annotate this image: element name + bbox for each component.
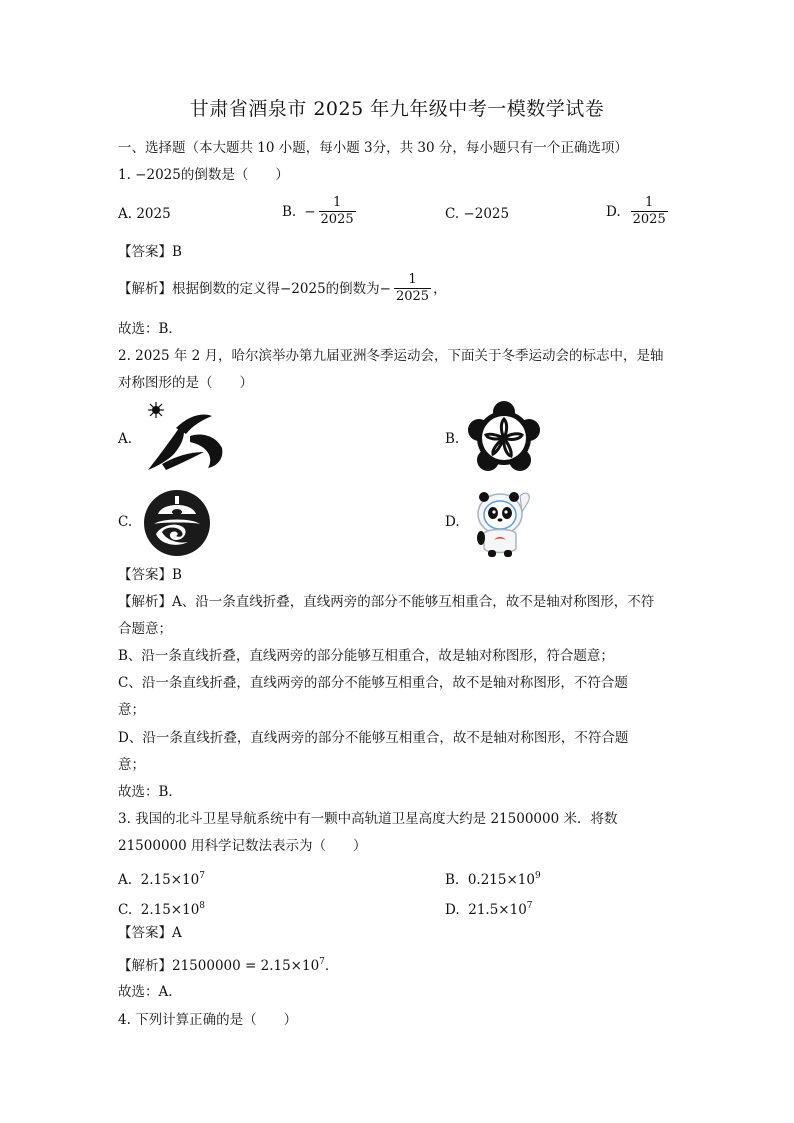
q3-analysis-expression: 21500000 = 2.15×10	[172, 958, 320, 974]
q3-analysis-prefix: 【解析】	[118, 958, 172, 974]
q1-conclusion: 故选：B．	[118, 321, 182, 337]
fraction-denominator: 2025	[395, 289, 430, 304]
q3-analysis-end: ．	[324, 958, 339, 974]
panda-mascot-image	[470, 486, 534, 558]
q2-option-a-label: A.	[118, 431, 133, 447]
q1-option-b-fraction	[319, 195, 356, 228]
fraction-numerator: 1	[645, 195, 654, 210]
q3-option-c-exponent: 8	[199, 901, 206, 911]
q3-option-d-label: D.	[445, 902, 460, 918]
q3-option-b-exponent: 9	[534, 871, 541, 881]
q3-option-b-base: 0.215×10	[467, 872, 535, 888]
q3-option-a-base: 2.15×10	[140, 872, 200, 888]
q2-analysis-line4: C、沿一条直线折叠，直线两旁的部分不能够互相重合，故不是轴对称图形，不符合题	[118, 675, 628, 691]
q3-stem-line1: 3. 我国的北斗卫星导航系统中有一颗中高轨道卫星高度大约是 21500000 米．将数	[118, 811, 618, 827]
q2-analysis-line3: B、沿一条直线折叠，直线两旁的部分能够互相重合，故是轴对称图形，符合题意；	[118, 648, 614, 664]
q1-option-b-sign: −	[304, 203, 316, 220]
q3-option-a-exponent: 7	[199, 871, 205, 881]
q2-analysis-line6: D、沿一条直线折叠，直线两旁的部分不能够互相重合，故不是轴对称图形，不符合题	[118, 730, 629, 746]
fraction-denominator: 2025	[632, 212, 666, 227]
q3-option-c-label: C.	[118, 902, 133, 918]
q2-stem-line1: 2. 2025 年 2 月，哈尔滨举办第九届亚洲冬季运动会，下面关于冬季运动会的标志中，是轴	[118, 348, 664, 364]
q2-analysis-line1: 【解析】A、沿一条直线折叠，直线两旁的部分不能够互相重合，故不是轴对称图形，不符	[118, 594, 655, 610]
q1-analysis	[118, 272, 447, 305]
q1-option-d	[606, 195, 670, 228]
q2-stem-line2: 对称图形的是（ ）	[118, 375, 253, 391]
q3-option-c-base: 2.15×10	[140, 902, 200, 918]
q3-option-d-exponent: 7	[526, 901, 533, 911]
q1-option-a: A. 2025	[118, 206, 171, 222]
q3-option-c	[118, 897, 205, 919]
q4-stem: 4. 下列计算正确的是（ ）	[118, 1012, 298, 1028]
q1-answer: 【答案】B	[118, 244, 182, 260]
q1-analysis-fraction	[394, 272, 431, 305]
fraction-denominator: 2025	[320, 212, 354, 227]
q3-analysis-exponent: 7	[319, 957, 325, 967]
q2-analysis-line2: 合题意；	[118, 621, 172, 637]
q1-analysis-mid: −2025的倒数为	[280, 280, 380, 297]
q1-option-b-label: B.	[282, 203, 297, 220]
winter-games-logo-a-image	[142, 402, 226, 474]
q1-option-d-label: D.	[606, 203, 621, 220]
fraction-numerator: 1	[408, 272, 417, 287]
winter-games-logo-b-image	[465, 400, 543, 476]
page-title: 甘肃省酒泉市 2025 年九年级中考一模数学试卷	[189, 98, 605, 120]
q1-analysis-sign: −	[379, 280, 391, 297]
q2-analysis-line7: 意；	[118, 757, 145, 773]
q3-option-a	[118, 867, 205, 889]
q3-answer: 【答案】A	[118, 925, 182, 941]
q3-option-b-label: B.	[445, 872, 460, 888]
q3-stem-line2: 21500000 用科学记数法表示为（ ）	[118, 838, 367, 854]
q2-option-b-label: B.	[445, 431, 460, 447]
q3-conclusion: 故选：A．	[118, 984, 182, 1000]
q1-stem: 1. −2025的倒数是（ ）	[118, 167, 289, 183]
q1-option-d-fraction	[631, 195, 668, 228]
q2-option-c-label: C.	[118, 514, 133, 530]
section-heading: 一、选择题（本大题共 10 小题，每小题 3分，共 30 分，每小题只有一个正确选项）	[118, 140, 628, 156]
q2-answer: 【答案】B	[118, 567, 182, 583]
q1-option-b	[282, 195, 358, 228]
fraction-numerator: 1	[332, 195, 342, 210]
q3-option-b	[445, 867, 541, 889]
q1-analysis-prefix: 【解析】根据倒数的定义得	[118, 280, 280, 297]
q1-option-c: C. −2025	[445, 206, 510, 222]
winter-games-logo-c-image	[142, 488, 212, 558]
q2-option-d-label: D.	[445, 514, 460, 530]
q3-option-d	[445, 897, 533, 919]
q2-conclusion: 故选：B．	[118, 784, 182, 800]
q3-option-a-label: A.	[118, 872, 133, 888]
q1-analysis-end: ，	[433, 280, 447, 297]
q2-analysis-line5: 意；	[118, 702, 145, 718]
q3-option-d-base: 21.5×10	[468, 902, 527, 918]
q3-analysis	[118, 953, 338, 975]
